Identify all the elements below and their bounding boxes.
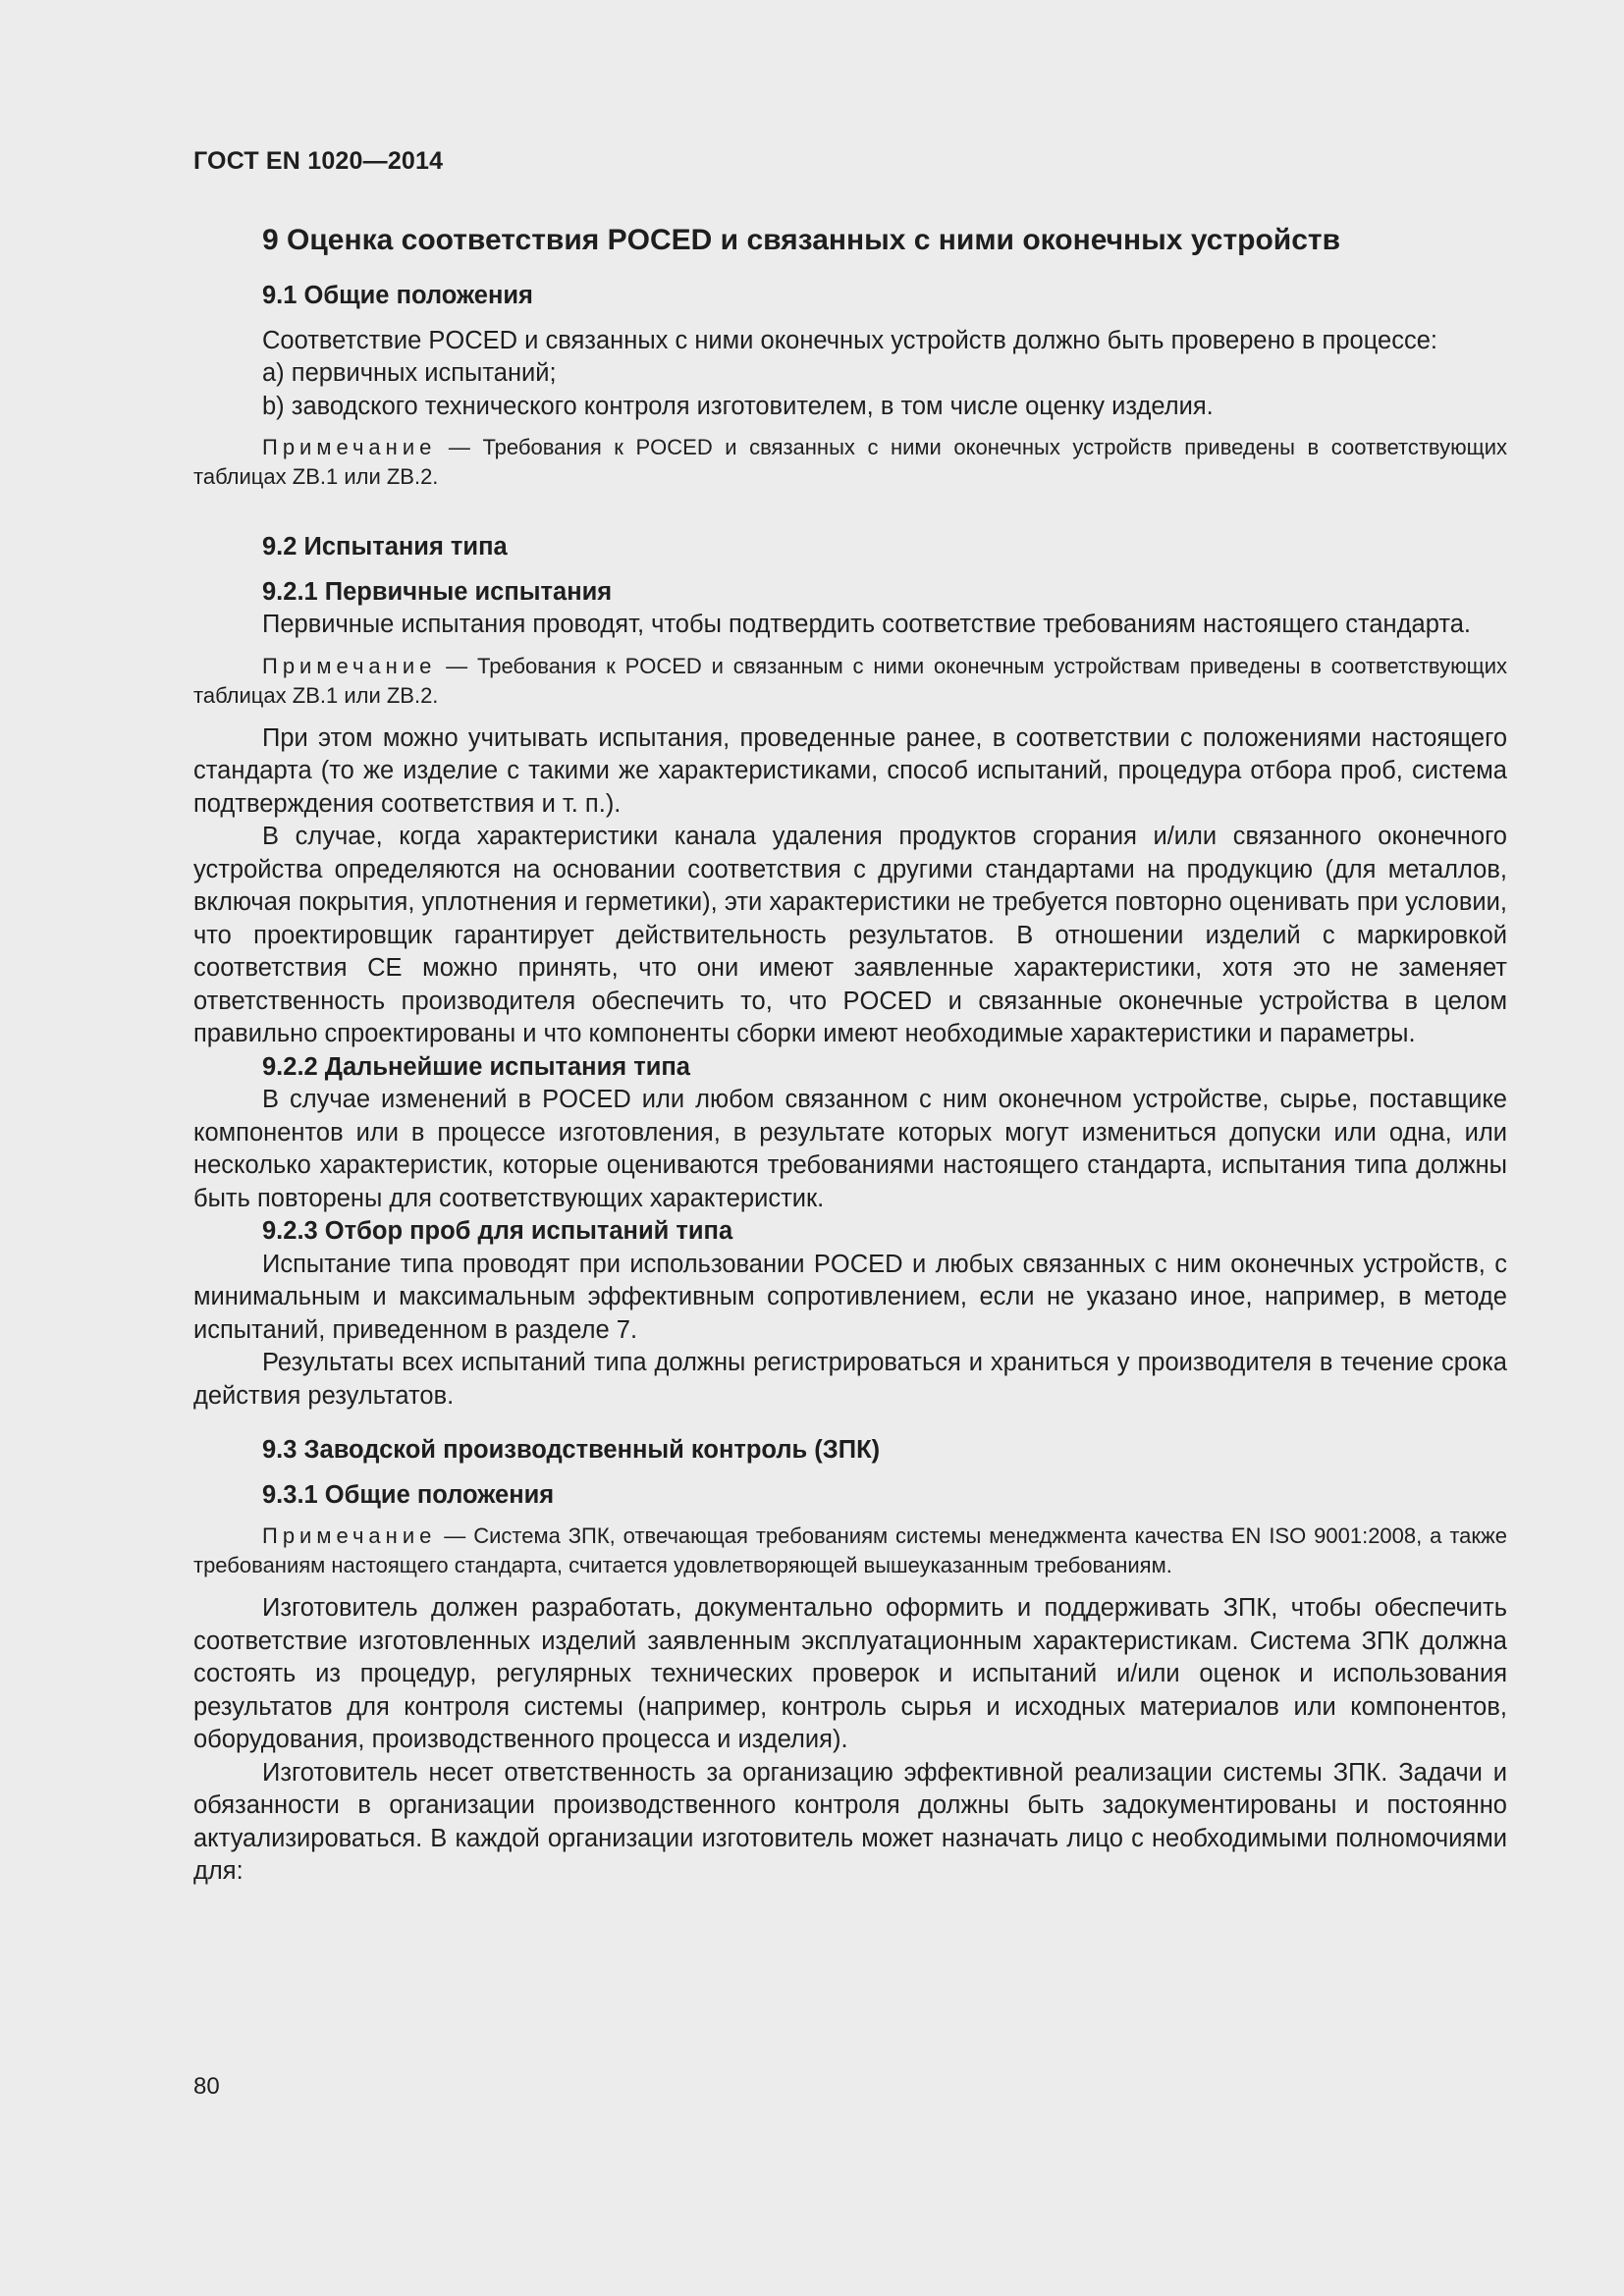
paragraph: Первичные испытания проводят, чтобы подтвердить соответствие требованиям настоящего стандарта. (262, 611, 1471, 638)
section-9-2-title: 9.2 Испытания типа (262, 533, 508, 561)
note (193, 1522, 1507, 1580)
list-item-a: a) первичных испытаний; (262, 359, 557, 387)
note (193, 652, 1507, 711)
page-number: 80 (193, 2073, 220, 2100)
section-9-3-1-title: 9.3.1 Общие положения (262, 1480, 555, 1509)
note-label: Примечание (262, 653, 437, 678)
section-9-title: 9 Оценка соответствия POCED и связанных с ними оконечных устройств (262, 224, 1341, 256)
paragraph: Испытание типа проводят при использовании POCED и любых связанных с ним оконечных устройств, с минимальным и максимальным эффективным сопротивлением, если не указано иное, например, в методе испытаний, приведенном в разделе 7. (193, 1250, 1507, 1344)
section-9-1-title: 9.1 Общие положения (262, 282, 533, 309)
section-9-3-title: 9.3 Заводской производственный контроль (ЗПК) (262, 1436, 881, 1464)
page-content (193, 221, 1507, 1889)
section-9-2-1-title: 9.2.1 Первичные испытания (262, 577, 613, 606)
note-label: Примечание (262, 1523, 437, 1548)
paragraph: Изготовитель должен разработать, документально оформить и поддерживать ЗПК, чтобы обеспечить соответствие изготовленных изделий заявленным эксплуатационным характеристикам. Система ЗПК должна состоять из процедур, регулярных технических проверок и испытаний и/или оценок и использования результатов для контроля системы (например, контроль сырья и исходных материалов или компонентов, оборудования, производственного процесса и изделия). (193, 1594, 1507, 1753)
paragraph: Соответствие POCED и связанных с ними оконечных устройств должно быть проверено в процессе: (262, 326, 1437, 354)
note-text: — Система ЗПК, отвечающая требованиям системы менеджмента качества EN ISO 9001:2008, а также требованиям настоящего стандарта, считается удовлетворяющей вышеуказанным требованиям. (193, 1523, 1507, 1577)
list-item-b: b) заводского технического контроля изготовителем, в том числе оценку изделия. (262, 392, 1214, 420)
section-9-2-3-title: 9.2.3 Отбор проб для испытаний типа (262, 1217, 733, 1245)
paragraph: При этом можно учитывать испытания, проведенные ранее, в соответствии с положениями настоящего стандарта (то же изделие с такими же характеристиками, способ испытаний, процедура отбора проб, система подтверждения соответствия и т. п.). (193, 723, 1507, 818)
section-9-2-2-title: 9.2.2 Дальнейшие испытания типа (262, 1052, 690, 1081)
note-text: — Требования к POCED и связанных с ними оконечных устройств приведены в соответствующих таблицах ZB.1 или ZB.2. (193, 435, 1507, 489)
paragraph: В случае, когда характеристики канала удаления продуктов сгорания и/или связанного оконечного устройства определяются на основании соответствия с другими стандартами на продукцию (для металлов, включая покрытия, уплотнения и герметики), эти характеристики не требуется повторно оценивать при условии, что проектировщик гарантирует действительность результатов. В отношении изделий с маркировкой соответствия CE можно принять, что они имеют заявленные характеристики, хотя это не заменяет ответственность производителя обеспечить то, что POCED и связанные оконечные устройства в целом правильно спроектированы и что компоненты сборки имеют необходимые характеристики и параметры. (193, 823, 1507, 1047)
document-header: ГОСТ EN 1020—2014 (193, 147, 444, 175)
paragraph: Результаты всех испытаний типа должны регистрироваться и храниться у производителя в течение срока действия результатов. (193, 1349, 1507, 1410)
paragraph: В случае изменений в POCED или любом связанном с ним оконечном устройстве, сырье, поставщике компонентов или в процессе изготовления, в результате которых могут измениться допуски или одна, или несколько характеристик, которые оцениваются требованиями настоящего стандарта, испытания типа должны быть повторены для соответствующих характеристик. (193, 1086, 1507, 1212)
paragraph: Изготовитель несет ответственность за организацию эффективной реализации системы ЗПК. Задачи и обязанности в организации производственного контроля должны быть задокументированы и постоянно актуализироваться. В каждой организации изготовитель может назначать лицо с необходимыми полномочиями для: (193, 1758, 1507, 1885)
note-text: — Требования к POCED и связанным с ними оконечным устройствам приведены в соответствующих таблицах ZB.1 или ZB.2. (193, 653, 1507, 708)
note-label: Примечание (262, 435, 437, 459)
note (193, 433, 1507, 492)
